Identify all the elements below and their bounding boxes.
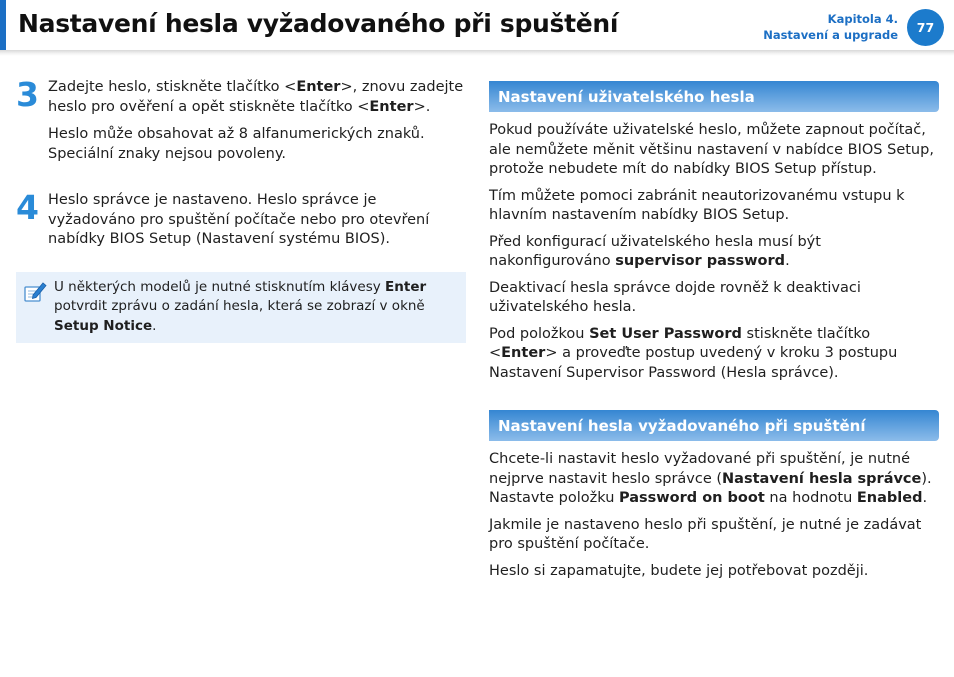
- paragraph: Tím můžete pomoci zabránit neautorizovanému vstupu k hlavním nastavením nabídky BIOS Setup.: [489, 187, 905, 223]
- chapter-label: [763, 11, 898, 43]
- page-number-badge: 77: [907, 9, 944, 46]
- note-pencil-icon: [22, 279, 48, 305]
- step-4-instruction: Heslo správce je nastaveno. Heslo správce je vyžadováno pro spuštění počítače nebo pro otevření nabídky BIOS Setup (Nastavení systému BIOS).: [48, 192, 430, 247]
- right-column: [489, 81, 939, 588]
- paragraph: Heslo si zapamatujte, budete jej potřebovat později.: [489, 562, 869, 579]
- step-3-instruction: Zadejte heslo, stiskněte tlačítko <Enter>, znovu zadejte heslo pro ověření a opět stiskněte tlačítko <Enter>.: [48, 79, 464, 115]
- step-3-detail: Heslo může obsahovat až 8 alfanumerických znaků. Speciální znaky nejsou povoleny.: [48, 126, 425, 162]
- left-column: [16, 75, 466, 343]
- note-box: U některých modelů je nutné stisknutím klávesy Enter potvrdit zprávu o zadání hesla, která se zobrazí v okně Setup Notice.: [16, 272, 466, 344]
- page-title: Nastavení hesla vyžadovaného při spuštění: [18, 9, 619, 38]
- paragraph: Jakmile je nastaveno heslo při spuštění, je nutné je zadávat pro spuštění počítače.: [489, 516, 922, 552]
- step-number: 4: [16, 188, 39, 227]
- chapter-title: Nastavení a upgrade: [763, 28, 898, 42]
- paragraph: Deaktivací hesla správce dojde rovněž k deaktivaci uživatelského hesla.: [489, 279, 861, 315]
- header-divider: [0, 50, 954, 56]
- paragraph: Před konfigurací uživatelského hesla musí být nakonfigurováno supervisor password.: [489, 233, 821, 269]
- step-number: 3: [16, 75, 39, 114]
- paragraph: Pokud používáte uživatelské heslo, můžete zapnout počítač, ale nemůžete měnit většinu nastavení v nabídce BIOS Setup, protože nebudete mít do nabídky BIOS Setup přístup.: [489, 122, 934, 177]
- step-4: [16, 188, 466, 250]
- section-heading-user-password: Nastavení uživatelského hesla: [489, 81, 939, 112]
- title-accent-bar: [0, 0, 6, 50]
- paragraph: Chcete-li nastavit heslo vyžadované při spuštění, je nutné nejprve nastavit heslo správce (Nastavení hesla správce). Nastavte položku Password on boot na hodnotu Enabled.: [489, 451, 932, 506]
- paragraph: Pod položkou Set User Password stiskněte tlačítko <Enter> a proveďte postup uvedený v kroku 3 postupu Nastavení Supervisor Password (Hesla správce).: [489, 325, 898, 381]
- section-heading-boot-password: Nastavení hesla vyžadovaného při spuštění: [489, 410, 939, 441]
- chapter-number: Kapitola 4.: [827, 12, 898, 26]
- step-3: [16, 75, 466, 164]
